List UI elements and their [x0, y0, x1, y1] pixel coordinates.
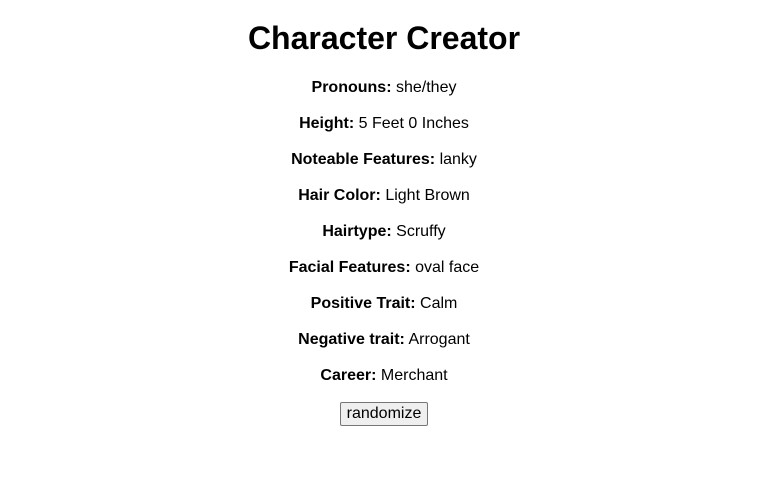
trait-height: [0, 115, 768, 133]
trait-career: [0, 367, 768, 385]
trait-value: oval face: [415, 259, 480, 276]
trait-value: Light Brown: [385, 187, 470, 204]
trait-value: lanky: [439, 151, 477, 168]
randomize-button[interactable]: randomize: [340, 402, 429, 426]
trait-value: 5 Feet 0 Inches: [358, 115, 469, 132]
trait-value: Merchant: [380, 367, 448, 384]
trait-value: Calm: [420, 295, 458, 312]
trait-pronouns: [0, 79, 768, 97]
traits-list: [0, 79, 768, 385]
trait-positive-trait: [0, 295, 768, 313]
trait-hair-color: [0, 187, 768, 205]
trait-negative-trait: [0, 331, 768, 349]
trait-noteable-features: [0, 151, 768, 169]
trait-label: Pronouns:: [311, 79, 392, 96]
trait-value: Arrogant: [408, 331, 470, 348]
trait-label: Hair Color:: [298, 187, 381, 204]
trait-label: Noteable Features:: [291, 151, 436, 168]
page-title: Character Creator: [247, 20, 521, 56]
trait-hairtype: [0, 223, 768, 241]
trait-label: Positive Trait:: [310, 295, 416, 312]
trait-label: Facial Features:: [288, 259, 411, 276]
trait-label: Hairtype:: [322, 223, 392, 240]
trait-label: Career:: [320, 367, 377, 384]
trait-facial-features: [0, 259, 768, 277]
trait-value: Scruffy: [396, 223, 446, 240]
trait-label: Negative trait:: [298, 331, 405, 348]
trait-label: Height:: [299, 115, 355, 132]
trait-value: she/they: [395, 79, 457, 96]
